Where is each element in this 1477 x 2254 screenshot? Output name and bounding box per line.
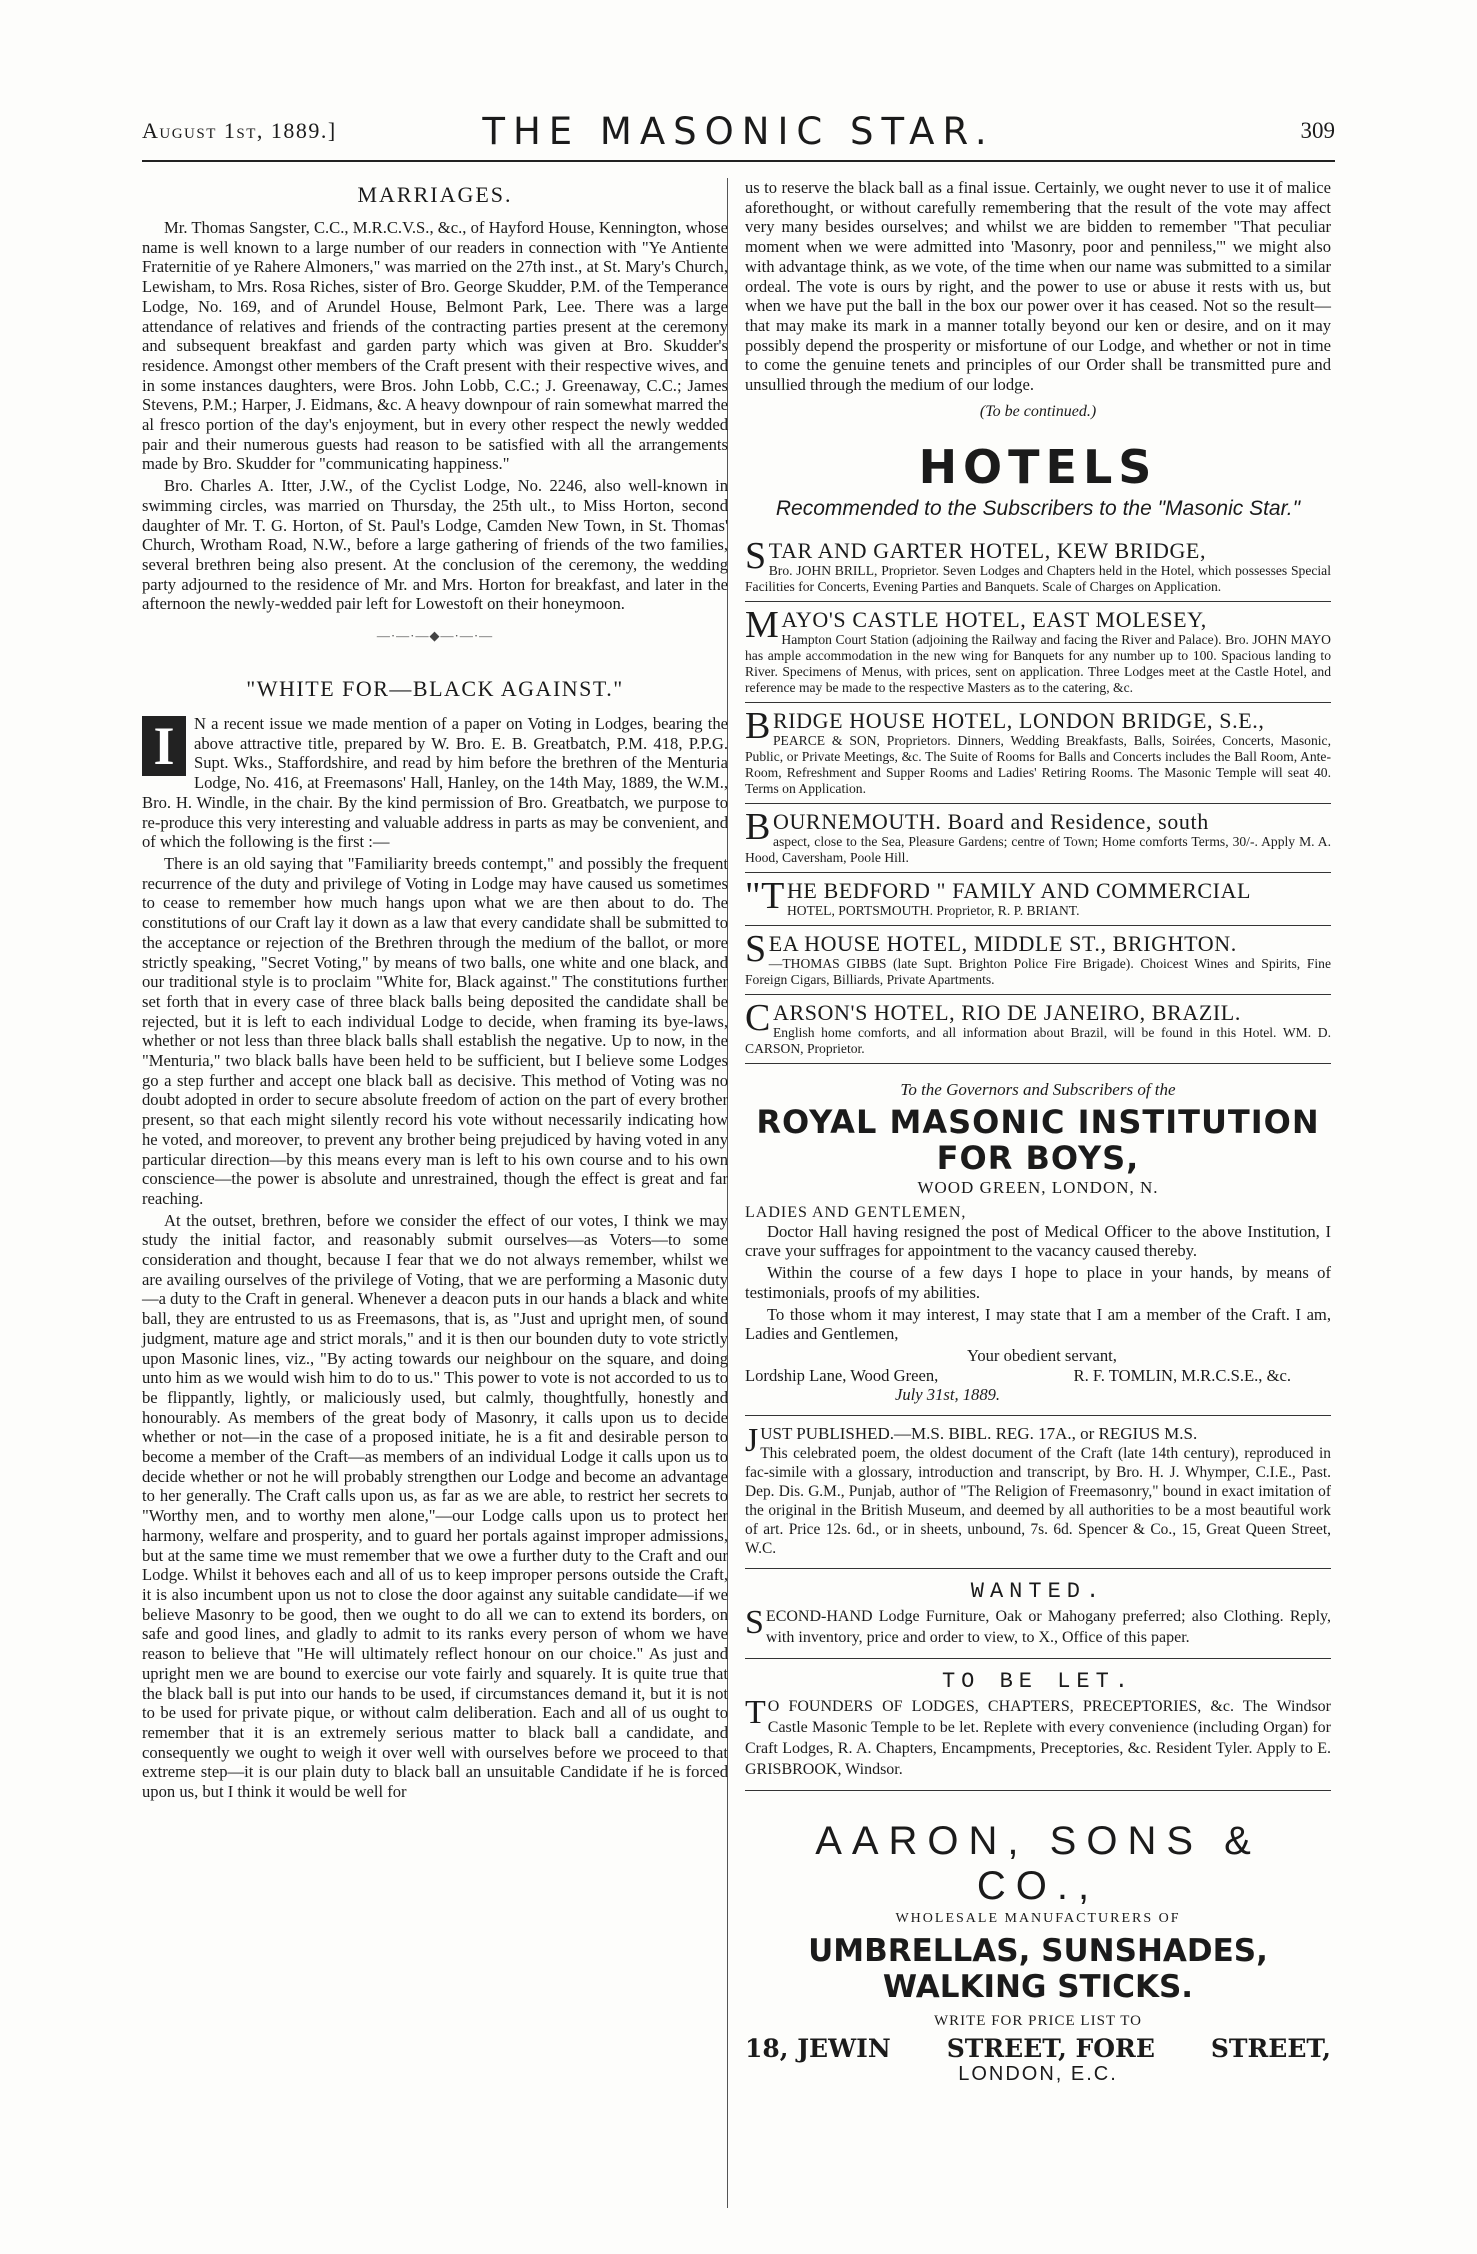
hotel-advert-initial: S (745, 534, 767, 577)
left-column (142, 178, 728, 1804)
aaron-price-list: WRITE FOR PRICE LIST TO (933, 2013, 1143, 2030)
aaron-address-line (745, 2034, 1331, 2063)
hotel-advert-heading (745, 704, 1331, 747)
article-intro-block (142, 714, 728, 854)
hotel-advert-initial: M (745, 603, 780, 646)
article-intro: N a recent issue we made mention of a paper on Voting in Lodges, bearing the above attractive title, prepared by W. Bro. E. B. Greatbatch, P.M. 418, P.P.G. Supt. Wks., Staffordshire, and read by him before the brethren of the Menturia Lodge, No. 416, at Freemasons' Hall, Hanley, on the 14th May, 1889, the W.M., Bro. H. Windle, in the chair. By the kind permission of Bro. Greatbatch, we purpose to re-produce this very interesting and valuable address in parts as may be convenient, and of which the following is the first :— (142, 714, 728, 852)
wanted-initial: S (745, 1604, 764, 1642)
aaron-sons-advert (745, 1790, 1331, 2086)
article-title: "WHITE FOR—BLACK AGAINST." (246, 676, 624, 702)
jp-body: This celebrated poem, the oldest document of the Craft (late 14th century), reproduced in fac-simile with a glossary, introduction and transcript, by Bro. H. J. Whymper, C.I.E., Past. Dep. Dis. G.M., Punjab, author of "The Religion of Freemasonry," bound in exact imitation of the original in the British Museum, and deemed by all authorities to be a most beautiful work of art. Price 12s. 6d., or in sheets, unbound, 7s. 6d. Spencer & Co., 15, Great Queen Street, W.C. (745, 1445, 1331, 1558)
aaron-address-2: STREET, FORE (946, 2034, 1155, 2064)
hotel-advert-heading (745, 805, 1331, 848)
to-be-let-initial: T (745, 1694, 766, 1732)
issue-date: August 1st, 1889.] (142, 118, 337, 143)
rmi-paragraph-2: Within the course of a few days I hope to place in your hands, by means of testimonials, proofs of my abilities. (745, 1263, 1331, 1302)
aaron-address-3: STREET, (1210, 2034, 1331, 2064)
hotel-advert-initial: C (745, 996, 771, 1039)
aaron-city: LONDON, E.C. (958, 2063, 1118, 2086)
hotels-heading: HOTELS (918, 439, 1158, 494)
hotel-advert (745, 873, 1331, 926)
rmi-date: July 31st, 1889. (895, 1385, 1001, 1405)
rmi-closing: Your obedient servant, (967, 1345, 1117, 1365)
hotel-advert-title: RIDGE HOUSE HOTEL, LONDON BRIDGE, S.E., (772, 707, 1265, 733)
hotel-advert-body: HOTEL, PORTSMOUTH. Proprietor, R. P. BRIANT. (786, 902, 1080, 918)
hotel-advert (745, 995, 1331, 1064)
hotel-advert (745, 533, 1331, 602)
aaron-address-1: 18, JEWIN (745, 2034, 891, 2064)
hotel-advert-initial: B (745, 704, 771, 747)
hotel-advert-title: HE BEDFORD " FAMILY AND COMMERCIAL (786, 877, 1252, 903)
to-be-continued-note: (To be continued.) (979, 402, 1097, 420)
article-paragraph-2: At the outset, brethren, before we consider the effect of our votes, I think we may study the initial factor, and reasonably submit ourselves—as Voters—to some consideration and thought, because I fear that we do not always remember, whilst we are availing ourselves of the privilege of Voting, that we are performing a Masonic duty—a duty to the Craft in general. Whenever a deacon puts in our hands a black and white ball, they are entrusted to us as Freemasons, that is, as "Just and upright men, of sound judgment, mature age and strict morals," and it is then our bounden duty to vote strictly upon Masonic lines, viz., "By acting towards our neighbour on the square, and doing unto him as we would wish him to do to us." This power to vote is not accorded to us to be flippantly, lightly, or maliciously used, but calmly, thoughtfully, honestly and honourably. As members of the great body of Masonry, it calls upon us to decide whether or not—in the case of a proposed initiate, he is a fit and desirable person to become a member of the Craft—as members of an individual Lodge it calls upon us to decide whether or not he will probably strengthen our Lodge and become an advantage to her generally. The Craft calls upon us, as far as we are able, to restrict her secrets to "Worthy men, and to worthy men alone,"—our Lodge calls upon us to protect her harmony, welfare and prosperity, and to guard her portals against improper admissions, but at the same time we must remember that we owe a further duty to the Craft and our Lodge. Whilst it behoves each and all of us to keep improper persons outside the Craft, it is also incumbent upon us not to close the door against any suitable candidate—if we believe Masonry to be good, then we ought to do all we can to extend its borders, on safe and good lines, and gladly to admit to its ranks every person of whom we have reason to believe that "He will ultimately reflect honour on our choice." As just and upright men we are bound to exercise our vote fairly and squarely. It is quite true that the black ball is put into our hands to be used, if circumstances demand it, but it is not to be used for private pique, or without calm deliberation. Each and all of us ought to remember that it is an extremely serious matter to black ball a candidate, and consequently we ought to weigh it over well with ourselves before we proceed to that extreme step—it is our plain duty to black ball an unsuitable Candidate if he is forced upon us, but I think it would be well for (142, 1210, 728, 1802)
hotel-advert-heading (745, 927, 1331, 970)
masthead-title: THE MASONIC STAR. (482, 110, 995, 153)
hotel-advert-body: aspect, close to the Sea, Pleasure Gardens; centre of Town; Home comforts Terms, 30/-. Apply M. A. Hood, Caversham, Poole Hill. (745, 833, 1331, 865)
rmi-paragraph-1: Doctor Hall having resigned the post of Medical Officer to the above Institution, I crave your suffrages for appointment to the vacancy caused thereby. (745, 1221, 1331, 1261)
hotel-advert-body: English home comforts, and all information about Brazil, will be found in this Hotel. WM. D. CARSON, Proprietor. (745, 1024, 1331, 1056)
article-continuation: us to reserve the black ball as a final issue. Certainly, we ought never to use it of malice aforethought, or without carefully remembering that the result of the vote may affect very many besides ourselves; and whilst we are bidden to remember "That peculiar moment when we were admitted into 'Masonry, poor and penniless,'" we might also with advantage think, as we vote, of the time when our name was submitted to a similar ordeal. The vote is ours by right, and the power to use or abuse it rests with us, but when we have put the ball in the box our power over it has ceased. Not so the result—that may make its mark in a manner totally beyond our ken or desire, and on it may possibly depend the prosperity or misfortune of our Lodge, and whether or not in time to come the genuine tenets and principles of our Order shall be transmitted pure and unsullied through the medium of our lodge. (745, 178, 1331, 395)
rmi-paragraph-3: To those whom it may interest, I may state that I am a member of the Craft. I am, Ladies and Gentlemen, (745, 1304, 1331, 1344)
hotel-advert-initial: "T (745, 874, 785, 917)
wanted-body: ECOND-HAND Lodge Furniture, Oak or Mahogany preferred; also Clothing. Reply, with inventory, price and order to view, to X., Office of this paper. (765, 1608, 1331, 1647)
article-paragraph-1: There is an old saying that "Familiarity breeds contempt," and possibly the frequent recurrence of the duty and privilege of Voting in Lodge may have caused us sometimes to cease to remember how much hangs upon what we are then about to do. The constitutions of our Craft lay it down as a law that every candidate shall be submitted to the acceptance or rejection of the Brethren through the medium of the ballot, or more strictly speaking, "Secret Voting," by means of two balls, one white and one black, and our traditional style is to proclaim "White for, Black against." The constitutions further set forth that in every case of three black balls being deposited the candidate shall be rejected, but it is left to each individual Lodge to decide, when framing its bye-laws, whether or not less than three black balls shall establish the negative. Up to now, in the "Menturia," two black balls have been held to be sufficient, but I believe some Lodges go a step further and accept one black ball as decisive. This method of Voting was no doubt adopted in order to secure absolute freedom of action on the part of every brother present, so that each might silently record his vote without necessarily indicating how he voted, and moreover, to prevent any brother being prejudiced by having voted in any particular direction—by this means every man is left to his own course and to his own conscience—the power is absolute and unrestrained, though the effect is great and far reaching. (142, 853, 728, 1208)
rmi-signature-row (745, 1366, 1331, 1386)
marriage-notice-itter: Bro. Charles A. Itter, J.W., of the Cyclist Lodge, No. 2246, also well-known in swimming circles, was married on Thursday, the 25th ult., to Miss Horton, second daughter of Mr. T. G. Horton, of St. Paul's Lodge, Camden New Town, in St. Thomas' Church, Wrotham Road, N.W., before a large gathering of friends of the two families, several brethren being also present. At the conclusion of the ceremony, the wedding party adjourned to the residence of Mr. and Mrs. Horton for breakfast, and later in the afternoon the newly-wedded pair left for Lowestoft on their honeymoon. (142, 476, 728, 614)
hotel-advert-body: —THOMAS GIBBS (late Supt. Brighton Police Fire Brigade). Choicest Wines and Spirits, Fine Foreign Cigars, Billiards, Private Apartments. (745, 955, 1331, 987)
hotel-advert (745, 602, 1331, 703)
hotel-advert-heading (745, 996, 1331, 1039)
wanted-advert (745, 1568, 1331, 1648)
hotel-advert (745, 804, 1331, 873)
hotel-advert-title: OURNEMOUTH. Board and Residence, south (772, 808, 1209, 834)
hotel-advert (745, 703, 1331, 804)
hotel-advert-title: EA HOUSE HOTEL, MIDDLE ST., BRIGHTON. (768, 930, 1237, 956)
hotel-advert-list (745, 533, 1331, 1064)
hotel-advert-initial: S (745, 927, 767, 970)
rmi-salutation: LADIES AND GENTLEMEN, (745, 1203, 967, 1221)
hotel-advert-heading (745, 603, 1331, 646)
page-number: 309 (1300, 118, 1335, 143)
rmi-subtitle: WOOD GREEN, LONDON, N. (917, 1177, 1159, 1197)
hotel-advert-body: Bro. JOHN BRILL, Proprietor. Seven Lodges and Chapters held in the Hotel, which possesses Special Facilities for Concerts, Evening Parties and Banquets. Scale of Charges on Application. (745, 562, 1331, 594)
aaron-products: UMBRELLAS, SUNSHADES, WALKING STICKS. (808, 1933, 1268, 2006)
rmi-title: ROYAL MASONIC INSTITUTION FOR BOYS, (756, 1102, 1320, 1177)
hotel-advert (745, 926, 1331, 995)
right-column (745, 178, 1331, 2086)
marriage-notice-sangster: Mr. Thomas Sangster, C.C., M.R.C.V.S., &c., of Hayford House, Kennington, whose name is well known to a large number of our readers in connection with "Ye Antiente Fraternitie of ye Rahere Almoners," was married on the 27th inst., at St. Mary's Church, Lewisham, to Mrs. Rosa Riches, sister of Bro. George Skudder, P.M. of the Temperance Lodge, No. 169, and of Arundel House, Belmont Park, Lee. There was a large attendance of relatives and friends of the contracting parties present at the ceremony and subsequent breakfast and garden party which was given at Bro. Skudder's residence. Amongst other members of the Craft present with their respective wives, and in some instances daughters, were Bros. John Lobb, C.C.; J. Greenaway, C.C.; James Stevens, P.M.; Harper, J. Eidmans, &c. A heavy downpour of rain somewhat marred the al fresco portion of the day's enjoyment, but in every other respect the newly wedded pair and their numerous guests had reason to be satisfied with all the arrangements made by Bro. Skudder for "communicating happiness." (142, 218, 728, 474)
page-header (142, 110, 1335, 162)
section-ornament: —·—·—◆—·—·— (376, 628, 494, 644)
rmi-address: Lordship Lane, Wood Green, (745, 1365, 939, 1385)
hotel-advert-body: PEARCE & SON, Proprietors. Dinners, Wedding Breakfasts, Balls, Soirées, Concerts, Masonic, Public, or Private Meetings, &c. The Suite of Rooms for Balls and Concerts includes the Ball Room, Ante-Room, Refreshment and Supper Rooms and Ladies' Retiring Rooms. The Masonic Temple will seat 40. Terms on Application. (745, 732, 1331, 796)
aaron-title: AARON, SONS & CO., (815, 1819, 1261, 1909)
hotel-advert-initial: B (745, 805, 771, 848)
to-be-let-advert (745, 1658, 1331, 1780)
hotel-advert-body: Hampton Court Station (adjoining the Railway and facing the River and Palace). Bro. JOHN MAYO has ample accommodation in the new wing for Banquets for any number up to 100. Spacious landing to River. Specimens of Menus, with prices, sent on application. Three Lodges meet at the Castle Hotel, and reference may be made to the respective Masters as to the catering, &c. (745, 631, 1331, 695)
aaron-subtitle: WHOLESALE MANUFACTURERS OF (895, 1911, 1181, 1927)
drop-cap-letter: I (142, 716, 186, 776)
hotel-advert-title: ARSON'S HOTEL, RIO DE JANEIRO, BRAZIL. (772, 999, 1241, 1025)
wanted-title: WANTED. (970, 1579, 1106, 1605)
to-be-let-title: TO BE LET. (941, 1669, 1135, 1695)
rmi-signature: R. F. TOMLIN, M.R.C.S.E., &c. (1073, 1365, 1291, 1385)
jp-initial: J (745, 1422, 759, 1460)
to-be-let-body: O FOUNDERS OF LODGES, CHAPTERS, PRECEPTORIES, &c. The Windsor Castle Masonic Temple to be let. Replete with every convenience (including Organ) for Craft Lodges, R. A. Chapters, Encampments, Preceptories, &c. Resident Tyler. Apply to E. GRISBROOK, Windsor. (745, 1698, 1331, 1779)
marriages-heading: MARRIAGES. (357, 182, 513, 207)
hotel-advert-title: AYO'S CASTLE HOTEL, EAST MOLESEY, (781, 606, 1207, 632)
hotel-advert-title: TAR AND GARTER HOTEL, KEW BRIDGE, (768, 537, 1207, 563)
just-published-advert (745, 1415, 1331, 1558)
hotels-subheading: Recommended to the Subscribers to the "Masonic Star." (775, 496, 1301, 520)
hotel-advert-heading (745, 534, 1331, 577)
rmi-preamble: To the Governors and Subscribers of the (900, 1079, 1176, 1099)
jp-heading: UST PUBLISHED.—M.S. BIBL. REG. 17A., or REGIUS M.S. (760, 1424, 1198, 1444)
